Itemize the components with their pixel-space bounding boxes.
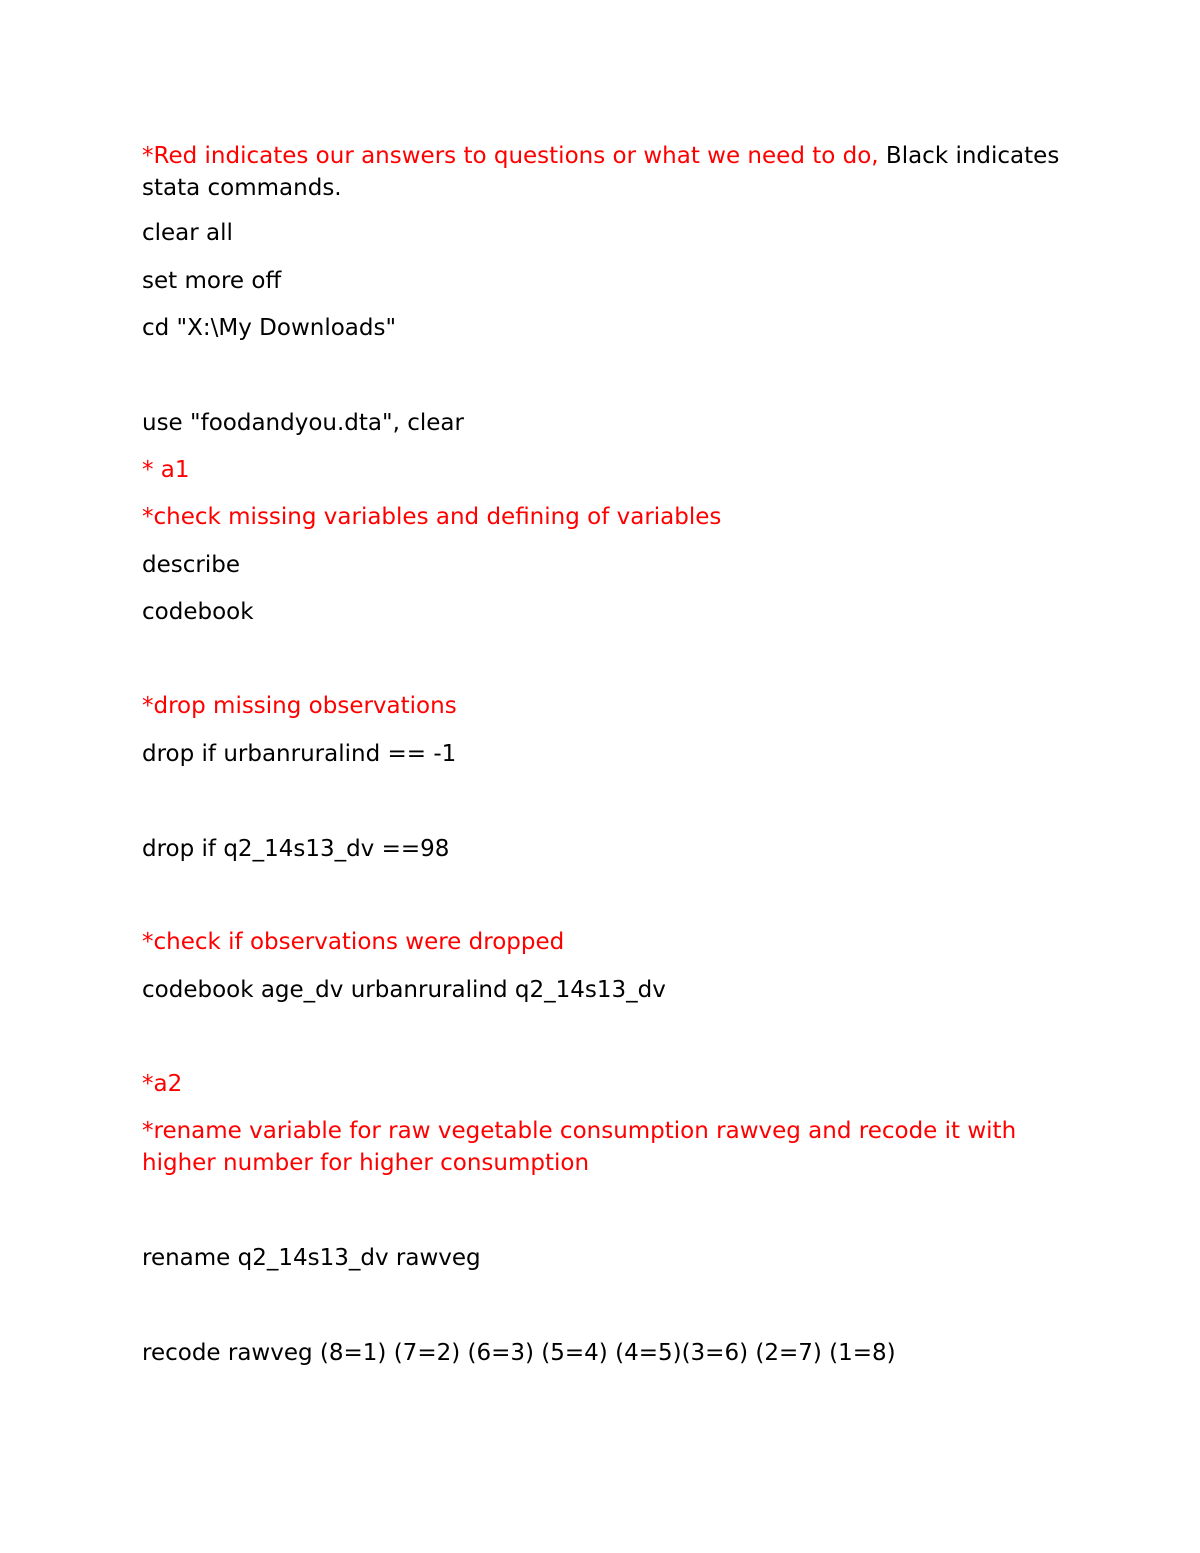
command-codebook: codebook [142,599,254,625]
command-drop-q2: drop if q2_14s13_dv ==98 [142,836,450,862]
command-drop-urban: drop if urbanruralind == -1 [142,741,457,767]
comment-rename: *rename variable for raw vegetable consumption rawveg and recode it with higher number for higher consumption [142,1118,1017,1176]
command-describe: describe [142,552,240,578]
comment-a2: *a2 [142,1071,183,1097]
comment-check-missing: *check missing variables and defining of variables [142,504,722,530]
command-set-more-off: set more off [142,268,282,294]
command-codebook-vars: codebook age_dv urbanruralind q2_14s13_dv [142,977,666,1003]
intro-red-text: *Red indicates our answers to questions or what we need to do, [142,143,879,169]
command-clear-all: clear all [142,220,233,246]
command-rename: rename q2_14s13_dv rawveg [142,1245,481,1271]
command-recode: recode rawveg (8=1) (7=2) (6=3) (5=4) (4=5)(3=6) (2=7) (1=8) [142,1340,896,1366]
intro-black-text: Black indicates stata commands. [142,143,1060,201]
intro-paragraph [142,140,1062,204]
comment-check-dropped: *check if observations were dropped [142,929,565,955]
command-cd: cd "X:\My Downloads" [142,315,397,341]
comment-drop-missing: *drop missing observations [142,693,457,719]
command-use: use "foodandyou.dta", clear [142,410,464,436]
comment-a1: * a1 [142,457,190,483]
